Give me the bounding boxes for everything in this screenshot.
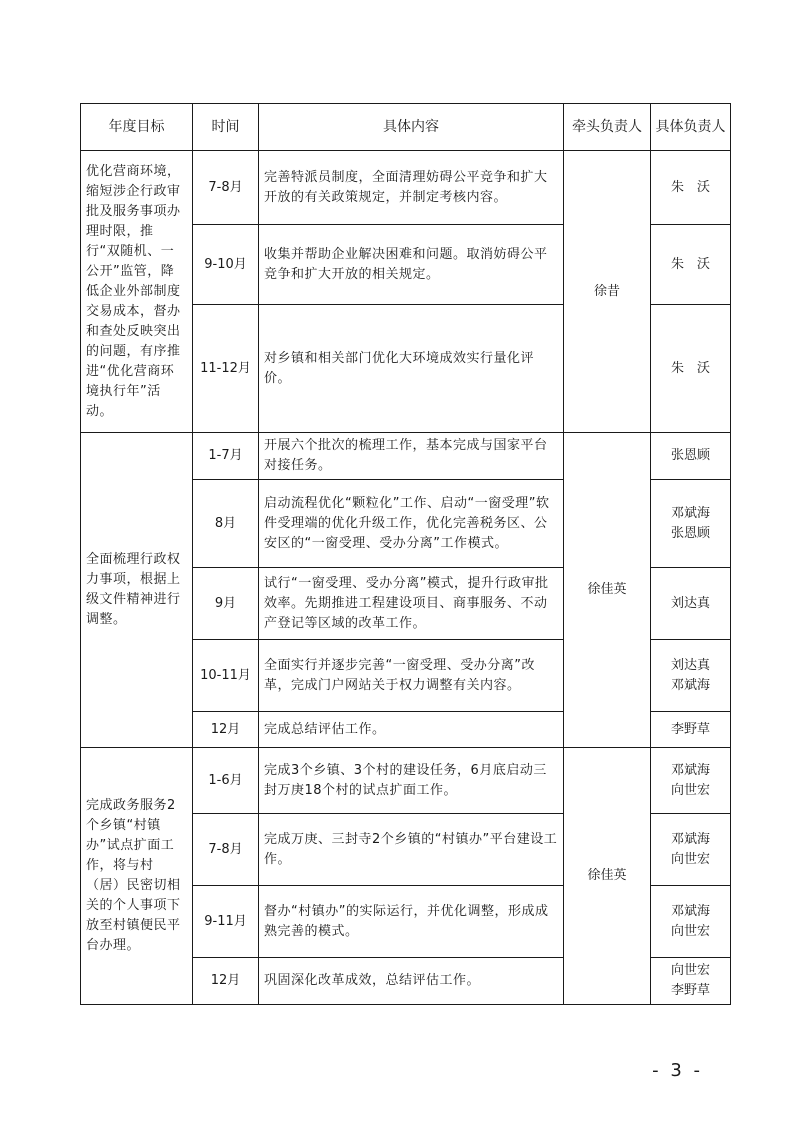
page-number: - 3 -: [652, 1060, 703, 1081]
content-cell: 收集并帮助企业解决困难和问题。取消妨碍公平竞争和扩大开放的相关规定。: [259, 225, 564, 305]
content-cell: 启动流程优化“颗粒化”工作、启动“一窗受理”软件受理端的优化升级工作，优化完善税务区、公安区的“一窗受理、受办分离”工作模式。: [259, 480, 564, 568]
content-cell: 完善特派员制度，全面清理妨碍公平竞争和扩大开放的有关政策规定，并制定考核内容。: [259, 151, 564, 225]
time-cell: 1-7月: [193, 433, 259, 480]
owner-name: 刘达真: [670, 595, 710, 611]
owner-name: 邓斌海: [670, 831, 710, 847]
owner-cell: [651, 305, 731, 433]
header-goal: 年度目标: [81, 104, 193, 151]
owner-cell: [651, 151, 731, 225]
owner-name: 刘达真: [670, 657, 710, 673]
time-cell: 8月: [193, 480, 259, 568]
content-cell: 对乡镇和相关部门优化大环境成效实行量化评价。: [259, 305, 564, 433]
table-row: [81, 151, 731, 225]
lead-cell: 徐佳英: [564, 433, 651, 748]
owner-name: 向世宏: [670, 851, 710, 867]
header-time: 时间: [193, 104, 259, 151]
owner-cell: [651, 568, 731, 640]
time-cell: 1-6月: [193, 748, 259, 814]
owner-name: 邓斌海: [670, 903, 710, 919]
owner-name: 邓斌海: [670, 762, 710, 778]
owner-cell: [651, 958, 731, 1005]
lead-cell: 徐佳英: [564, 748, 651, 1005]
owner-name: 向世宏: [670, 923, 710, 939]
time-cell: 9月: [193, 568, 259, 640]
owner-cell: [651, 712, 731, 748]
content-cell: 完成3个乡镇、3个村的建设任务，6月底启动三封万庚18个村的试点扩面工作。: [259, 748, 564, 814]
content-cell: 开展六个批次的梳理工作，基本完成与国家平台对接任务。: [259, 433, 564, 480]
owner-cell: [651, 814, 731, 886]
owner-name: 李野草: [670, 983, 710, 998]
time-cell: 10-11月: [193, 640, 259, 712]
header-row: [81, 104, 731, 151]
owner-name: 向世宏: [670, 963, 710, 978]
owner-name: 朱 沃: [670, 360, 710, 376]
time-cell: 12月: [193, 958, 259, 1005]
owner-cell: [651, 748, 731, 814]
owner-cell: [651, 480, 731, 568]
owner-name: 邓斌海: [670, 505, 710, 521]
content-cell: 完成万庚、三封寺2个乡镇的“村镇办”平台建设工作。: [259, 814, 564, 886]
header-lead: 牵头负责人: [564, 104, 651, 151]
goal-cell: 完成政务服务2个乡镇“村镇办”试点扩面工作，将与村（居）民密切相关的个人事项下放至村镇便民平台办理。: [81, 748, 193, 1005]
content-cell: 督办“村镇办”的实际运行，并优化调整，形成成熟完善的模式。: [259, 886, 564, 958]
time-cell: 7-8月: [193, 814, 259, 886]
owner-cell: [651, 886, 731, 958]
lead-cell: 徐昔: [564, 151, 651, 433]
work-plan-table: [80, 103, 731, 1005]
owner-name: 张恩顾: [670, 448, 710, 463]
table-row: [81, 433, 731, 480]
owner-name: 朱 沃: [670, 256, 710, 272]
header-owner: 具体负责人: [651, 104, 731, 151]
owner-name: 向世宏: [670, 782, 710, 798]
owner-name: 李野草: [670, 721, 710, 737]
table-body: [81, 151, 731, 1005]
goal-cell: 全面梳理行政权力事项，根据上级文件精神进行调整。: [81, 433, 193, 748]
time-cell: 9-11月: [193, 886, 259, 958]
goal-cell: 优化营商环境，缩短涉企行政审批及服务事项办理时限，推行“双随机、一公开”监管，降低企业外部制度交易成本，督办和查处反映突出的问题，有序推进“优化营商环境执行年”活动。: [81, 151, 193, 433]
time-cell: 11-12月: [193, 305, 259, 433]
content-cell: 巩固深化改革成效，总结评估工作。: [259, 958, 564, 1005]
table-row: [81, 748, 731, 814]
owner-name: 朱 沃: [670, 179, 710, 195]
header-content: 具体内容: [259, 104, 564, 151]
owner-name: 邓斌海: [670, 677, 710, 693]
owner-name: 张恩顾: [670, 525, 710, 541]
content-cell: 完成总结评估工作。: [259, 712, 564, 748]
time-cell: 12月: [193, 712, 259, 748]
owner-cell: [651, 225, 731, 305]
owner-cell: [651, 640, 731, 712]
time-cell: 7-8月: [193, 151, 259, 225]
content-cell: 全面实行并逐步完善“一窗受理、受办分离”改革，完成门户网站关于权力调整有关内容。: [259, 640, 564, 712]
owner-cell: [651, 433, 731, 480]
content-cell: 试行“一窗受理、受办分离”模式，提升行政审批效率。先期推进工程建设项目、商事服务、不动产登记等区域的改革工作。: [259, 568, 564, 640]
time-cell: 9-10月: [193, 225, 259, 305]
